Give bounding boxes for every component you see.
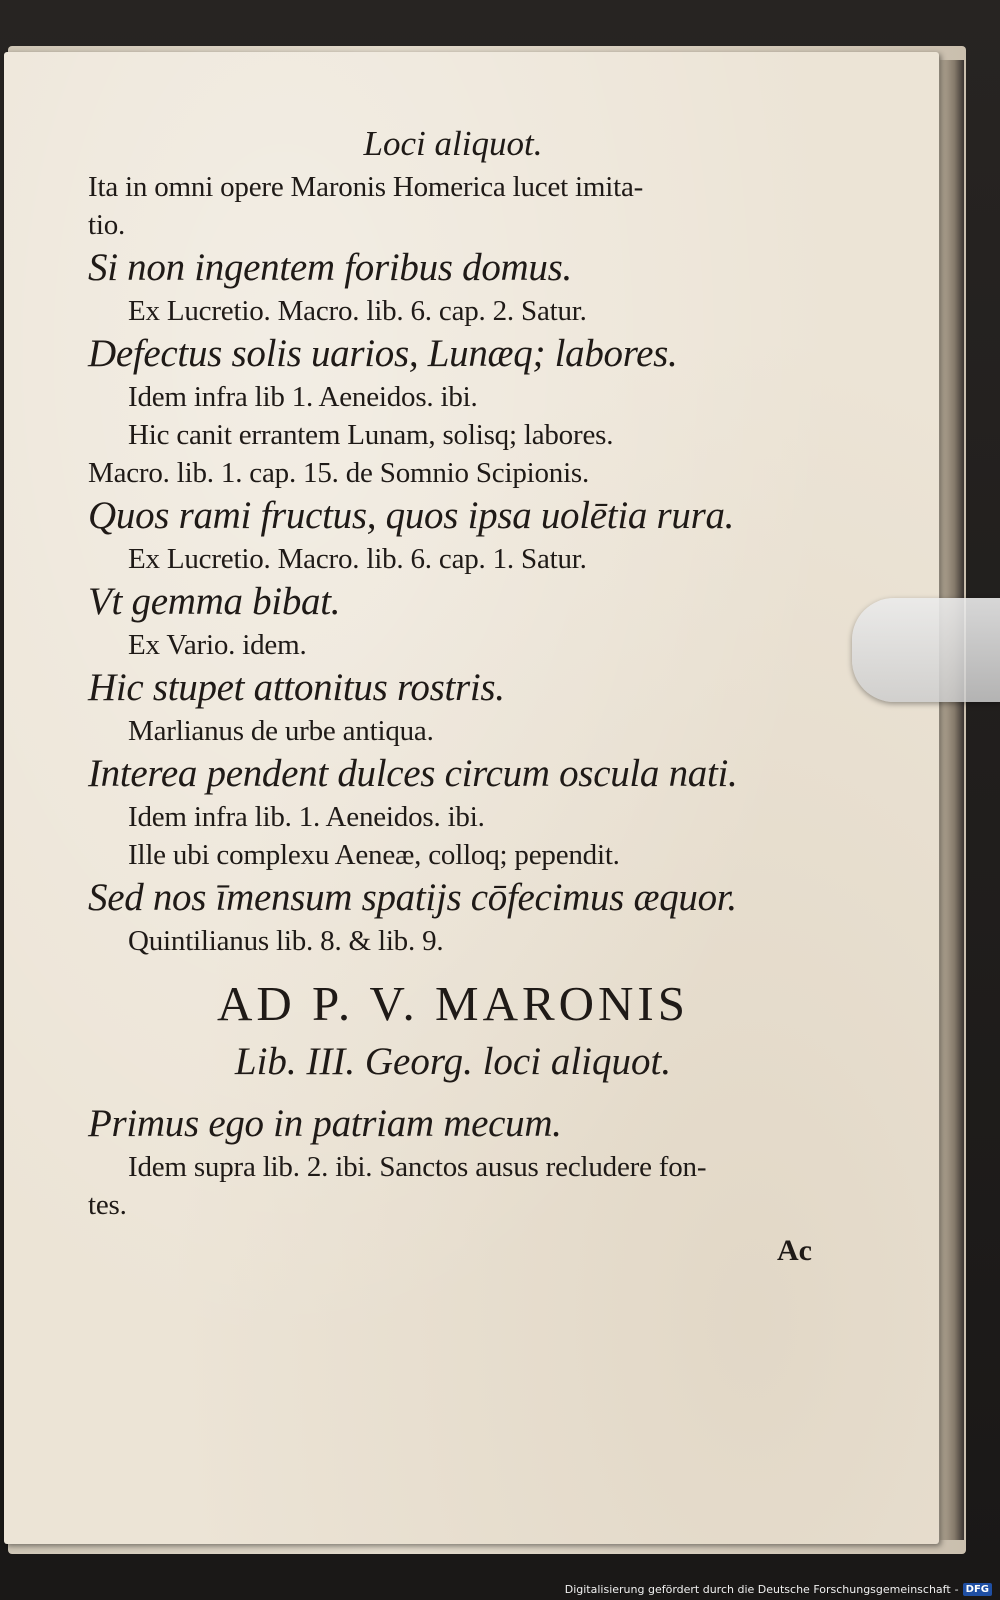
- source-note-line: tes.: [88, 1189, 127, 1221]
- page-clip: [852, 598, 1000, 702]
- digitization-footer: Digitalisierung gefördert durch die Deutsche Forschungsgemeinschaft - DFG: [565, 1583, 992, 1596]
- source-note-line: Ex Vario. idem.: [128, 629, 307, 661]
- section-subtitle: Lib. III. Georg. loci aliquot.: [234, 1040, 672, 1083]
- section-title: AD P. V. MARONIS: [216, 976, 689, 1031]
- source-note-line: Marlianus de urbe antiqua.: [128, 715, 434, 747]
- source-note-line: Ex Lucretio. Macro. lib. 6. cap. 1. Satur.: [128, 543, 587, 575]
- source-note-line: Quintilianus lib. 8. & lib. 9.: [128, 925, 444, 957]
- book-fore-edge: [940, 60, 964, 1540]
- verse-lemma-line: Sed nos īmensum spatijs cōfecimus æquor.: [88, 876, 737, 919]
- page-text: [88, 120, 818, 1268]
- text-lines-before: [88, 168, 818, 960]
- source-note-line: Ex Lucretio. Macro. lib. 6. cap. 2. Satur.: [128, 295, 587, 327]
- footer-text: Digitalisierung gefördert durch die Deutsche Forschungsgemeinschaft: [564, 1583, 951, 1596]
- source-note-line: tio.: [88, 209, 126, 241]
- source-note-line: Hic canit errantem Lunam, solisq; labores.: [128, 419, 614, 451]
- running-head: Loci aliquot.: [363, 124, 543, 163]
- verse-lemma-line: Quos rami fructus, quos ipsa uolētia rura.: [88, 494, 735, 537]
- source-note-line: Ille ubi complexu Aeneæ, colloq; pependit.: [128, 839, 620, 871]
- verse-lemma-line: Vt gemma bibat.: [88, 580, 341, 623]
- verse-lemma-line: Interea pendent dulces circum oscula nati.: [88, 752, 738, 795]
- catchword: Ac: [777, 1234, 812, 1267]
- verse-lemma-line: Si non ingentem foribus domus.: [88, 246, 572, 289]
- text-lines-after: [88, 1100, 818, 1224]
- source-note-line: Macro. lib. 1. cap. 15. de Somnio Scipionis.: [88, 457, 590, 489]
- verse-lemma-line: Defectus solis uarios, Lunæq; labores.: [88, 332, 678, 375]
- source-note-line: Ita in omni opere Maronis Homerica lucet imita‐: [88, 171, 644, 203]
- verse-lemma-line: Hic stupet attonitus rostris.: [88, 666, 505, 709]
- source-note-line: Idem infra lib 1. Aeneidos. ibi.: [128, 381, 478, 413]
- source-note-line: Idem supra lib. 2. ibi. Sanctos ausus recludere fon‐: [128, 1151, 707, 1183]
- verse-lemma-line: Primus ego in patriam mecum.: [88, 1102, 562, 1145]
- dfg-logo-icon: DFG: [963, 1583, 992, 1596]
- source-note-line: Idem infra lib. 1. Aeneidos. ibi.: [128, 801, 485, 833]
